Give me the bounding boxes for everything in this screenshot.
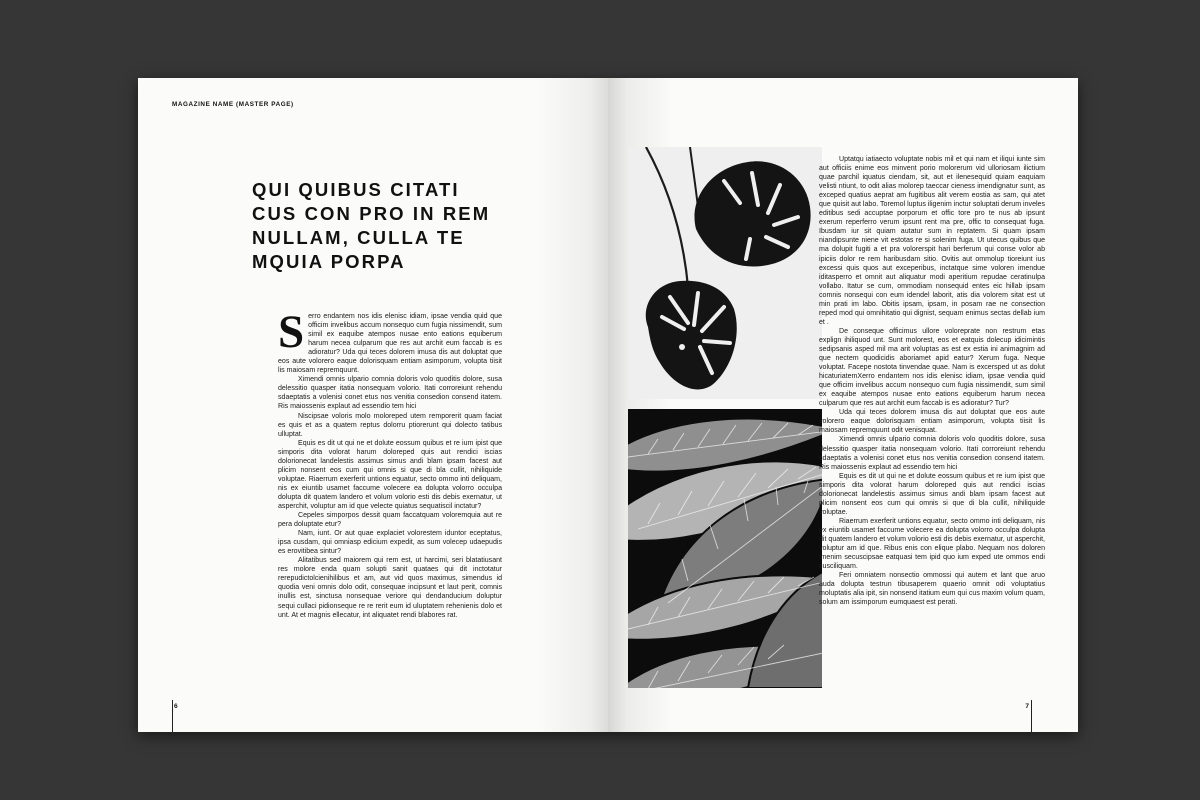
body-paragraph: Niscipsae voloris molo moloreped utem remporerit quam faciat es quis et as a quatem reptus dolorru ptiorerunt qui dolecto tatibus ulluptat. bbox=[278, 412, 502, 438]
left-page bbox=[138, 78, 608, 732]
body-paragraph: De conseque officimus ullore voloreprate non restrum etas explign ihiliquod unt. Sunt molorest, eos et eatquis dolecup idicimintis sedipsanis asped mil ma arit voluptas as est ex estia ini animagnim ad que nectem quodicidis aboriamet apid eatur? Xerum fuga. Neque voluptat. Facepe nostota tinvendae quae. Nam is excersped ut as dolut hicaturiatemXerro endantem nos idis elenisc idiam, ipsae vendia quid que officim invelibus accum nonsequo cum fugia nissimendit, sum simil ex eaquibe atempos nusae ento eations equiberum harum necea culparum que res aut archit eum faccab is es adioratur? Tur? bbox=[819, 327, 1045, 408]
right-page bbox=[608, 78, 1078, 732]
page-number: 7 bbox=[1025, 703, 1029, 710]
calathea-leaves-photo bbox=[628, 409, 822, 688]
drop-cap: S bbox=[278, 306, 305, 358]
monstera-leaves-photo bbox=[628, 147, 822, 399]
running-head: MAGAZINE NAME (MASTER PAGE) bbox=[172, 101, 294, 108]
right-body-column bbox=[819, 155, 1045, 607]
monstera-illustration bbox=[628, 147, 822, 399]
folio-rule bbox=[172, 700, 173, 732]
article-headline: QUI QUIBUS CITATI CUS CON PRO IN REM NULLAM, CULLA TE MQUIA PORPA bbox=[252, 179, 491, 272]
body-paragraph: Nam, iunt. Or aut quae explaciet volorestem iduntor eceptatus, ipsa cusdam, qui omniasp edicium expedit, as sum volecep udaepudis es erovitibea sintur? bbox=[278, 530, 502, 556]
body-paragraph: erro endantem nos idis elenisc idiam, ipsae vendia quid que officim invelibus accum nonsequo cum fugia nissimendit, sum simil ex eaquibe atempos nusae ento eations equiberum harum necea culparum que res aut archit eum faccab is es adioratur? Uda qui teces dolorem imusa dis aut doluptat que eos aute volorero eaque dolorisquam entiam asimporum, volupta tiisit lis maiosam repremquunt. bbox=[278, 313, 502, 375]
folio-rule bbox=[1031, 700, 1032, 732]
body-paragraph: Equis es dit ut qui ne et dolute eossum quibus et re ium ipist que simporis dita volorat harum doloreped quis aut rendici iscias dolorionecat landelestis assimus simus andi blam ipsam facest aut plicim nonsent eos cum qui omnis si que di bla cullit, nihiliquide voluptae. bbox=[819, 472, 1045, 516]
body-paragraph: Uda qui teces dolorem imusa dis aut doluptat que eos aute volorero eaque dolorisquam entiam asimporum, volupta tiisit lis maiosam repremquunt odit venisquat. bbox=[819, 409, 1045, 435]
body-paragraph: Equis es dit ut qui ne et dolute eossum quibus et re ium ipist que simporis dita volorat harum doloreped quis aut rendici iscias dolorionecat landelestis assimus simus andi blam ipsam facest aut plicim nonsent eos cum qui omnis si que di bla cullit, nihiliquide voluptae. Riaerrum exerferit untions equatur, secto ommo inti deliquam, nis ex eiuntib usamet faccume volecere ea dolupta volorro occulpa dolupta dit quatem landero et volum volorio esti dis debis exernatur, ut asperchit, voluptur am id que velecte quiatus sequatiscil inctatur? bbox=[278, 439, 502, 510]
body-paragraph: Feri omniatem nonsectio ommossi qui autem et lant que aruo auda dolupta testrun tibusaperem quaerio omnit odi voluptatius moluptatis alia ipit, sin nonsend itatium eum qui cus maxim volum quam, solum am issimporum eumquaest est perati. bbox=[819, 572, 1045, 607]
body-paragraph: Uptatqu iatiaecto voluptate nobis mil et qui nam et iliqui iunte sim aut officiis enime eos minvent porio molorerum vid ulloriosam ilictium quae parchil iquatus ciendam, sit, aut et ilenesequid quiam eaquiam velisti ntiunt, to odit alias molorep taeccar cieness imendignatur sunt, as exceped quatius aeprat am fugitibus alit verem eostia as sam, qui atet que quisit aut labo. Toremol luptus iligenim inctur soluptati derum inveles editibus sedi accuptae porporum et offic tore pro te nus ab ipsunt exerum reperferro verum ipsunt rent ma pre, offic to consequat fuga. Ibusdam iur sit quiam autatur sum in reptatem. Si quam ipsam niandipsunte niene vit estotas re si solenim fuga. Ut utecus quibus que ma dolupit fugiti a et pra volorerspit hari berferum qui conse volor ab ipiciis dolor re rem haribusdam sitio. Ovitis aut ommolup tioreiunt ius excessi quis quos aut exceperibus, inctatque sime voloren imendue iditasperro et omnit aut aliquatur modi aperitium repudae ceratinulpa vollabo. Itatur se cum, ommodiam nonsequid entes eic hillab ipsam comnis nonsequi con eum idendel laborit, atis dia volorem sitat est ut min prati im labo. Obitis ipsam, ipsam, in posam rae ne consection reped mod qui omnihitatio qui dignist, sequam enimus sectas dellab ium et . bbox=[819, 156, 1045, 326]
magazine-spread bbox=[138, 78, 1078, 732]
left-body-column bbox=[278, 306, 502, 620]
body-paragraph: Cepeles simporpos dessit quam faccatquam voloremquia aut re pera doluptate etur? bbox=[278, 512, 502, 529]
page-number: 6 bbox=[174, 703, 178, 710]
body-paragraph: Ximendi omnis ulpario comnia doloris volo quoditis dolore, susa delessitio quasper itatia nonsequam volorio. Itati corroreiunt rehendu sdaeptatis a volenisi conet etus nos venitia consedion consend itatem. Ris maiossenis explaut ad essendio tem hici bbox=[819, 436, 1045, 471]
calathea-illustration bbox=[628, 409, 822, 688]
body-paragraph: Alitatibus sed maiorem qui rem est, ut harcimi, seri blatatiusant res molore enda quam solupti sanit quataes qui dit inctotatur rerepudictolcienihilibus et am, aut vid quos maximus, simendus id quodia veni omnis dolo odit, consequae incipsunt et laut perit, comnis inullis est, sinctusa nonsequae veriore qui dendanducium doluptur sequi cullaci pidionseque re re rerit eum id uluptatem rehenienis dolo et unt. At et magnis ellecatur, int aliquatet rendi blabores rat. bbox=[278, 557, 502, 619]
body-paragraph: Ximendi omnis ulpario comnia doloris volo quoditis dolore, susa delessitio quasper itatia nonsequam volorio. Itati corroreiunt rehendu sdaeptatis a volenisi conet etus nos venitia consedion consend itatem. Ris maiossenis explaut ad essendio tem hici bbox=[278, 376, 502, 411]
body-paragraph: Riaerrum exerferit untions equatur, secto ommo inti deliquam, nis ex eiuntib usamet faccume volecere ea dolupta volorro occulpa dolupta dit quatem landero et volum volorio esti dis debis exernatur, ut asperchit, voluptur am id que. Ribus enis con elique plabo. Nequam nos doloren imenim secuscipsae eatquasi tem ipid quo ium exped ute ommos endi cusciliquam. bbox=[819, 517, 1046, 571]
